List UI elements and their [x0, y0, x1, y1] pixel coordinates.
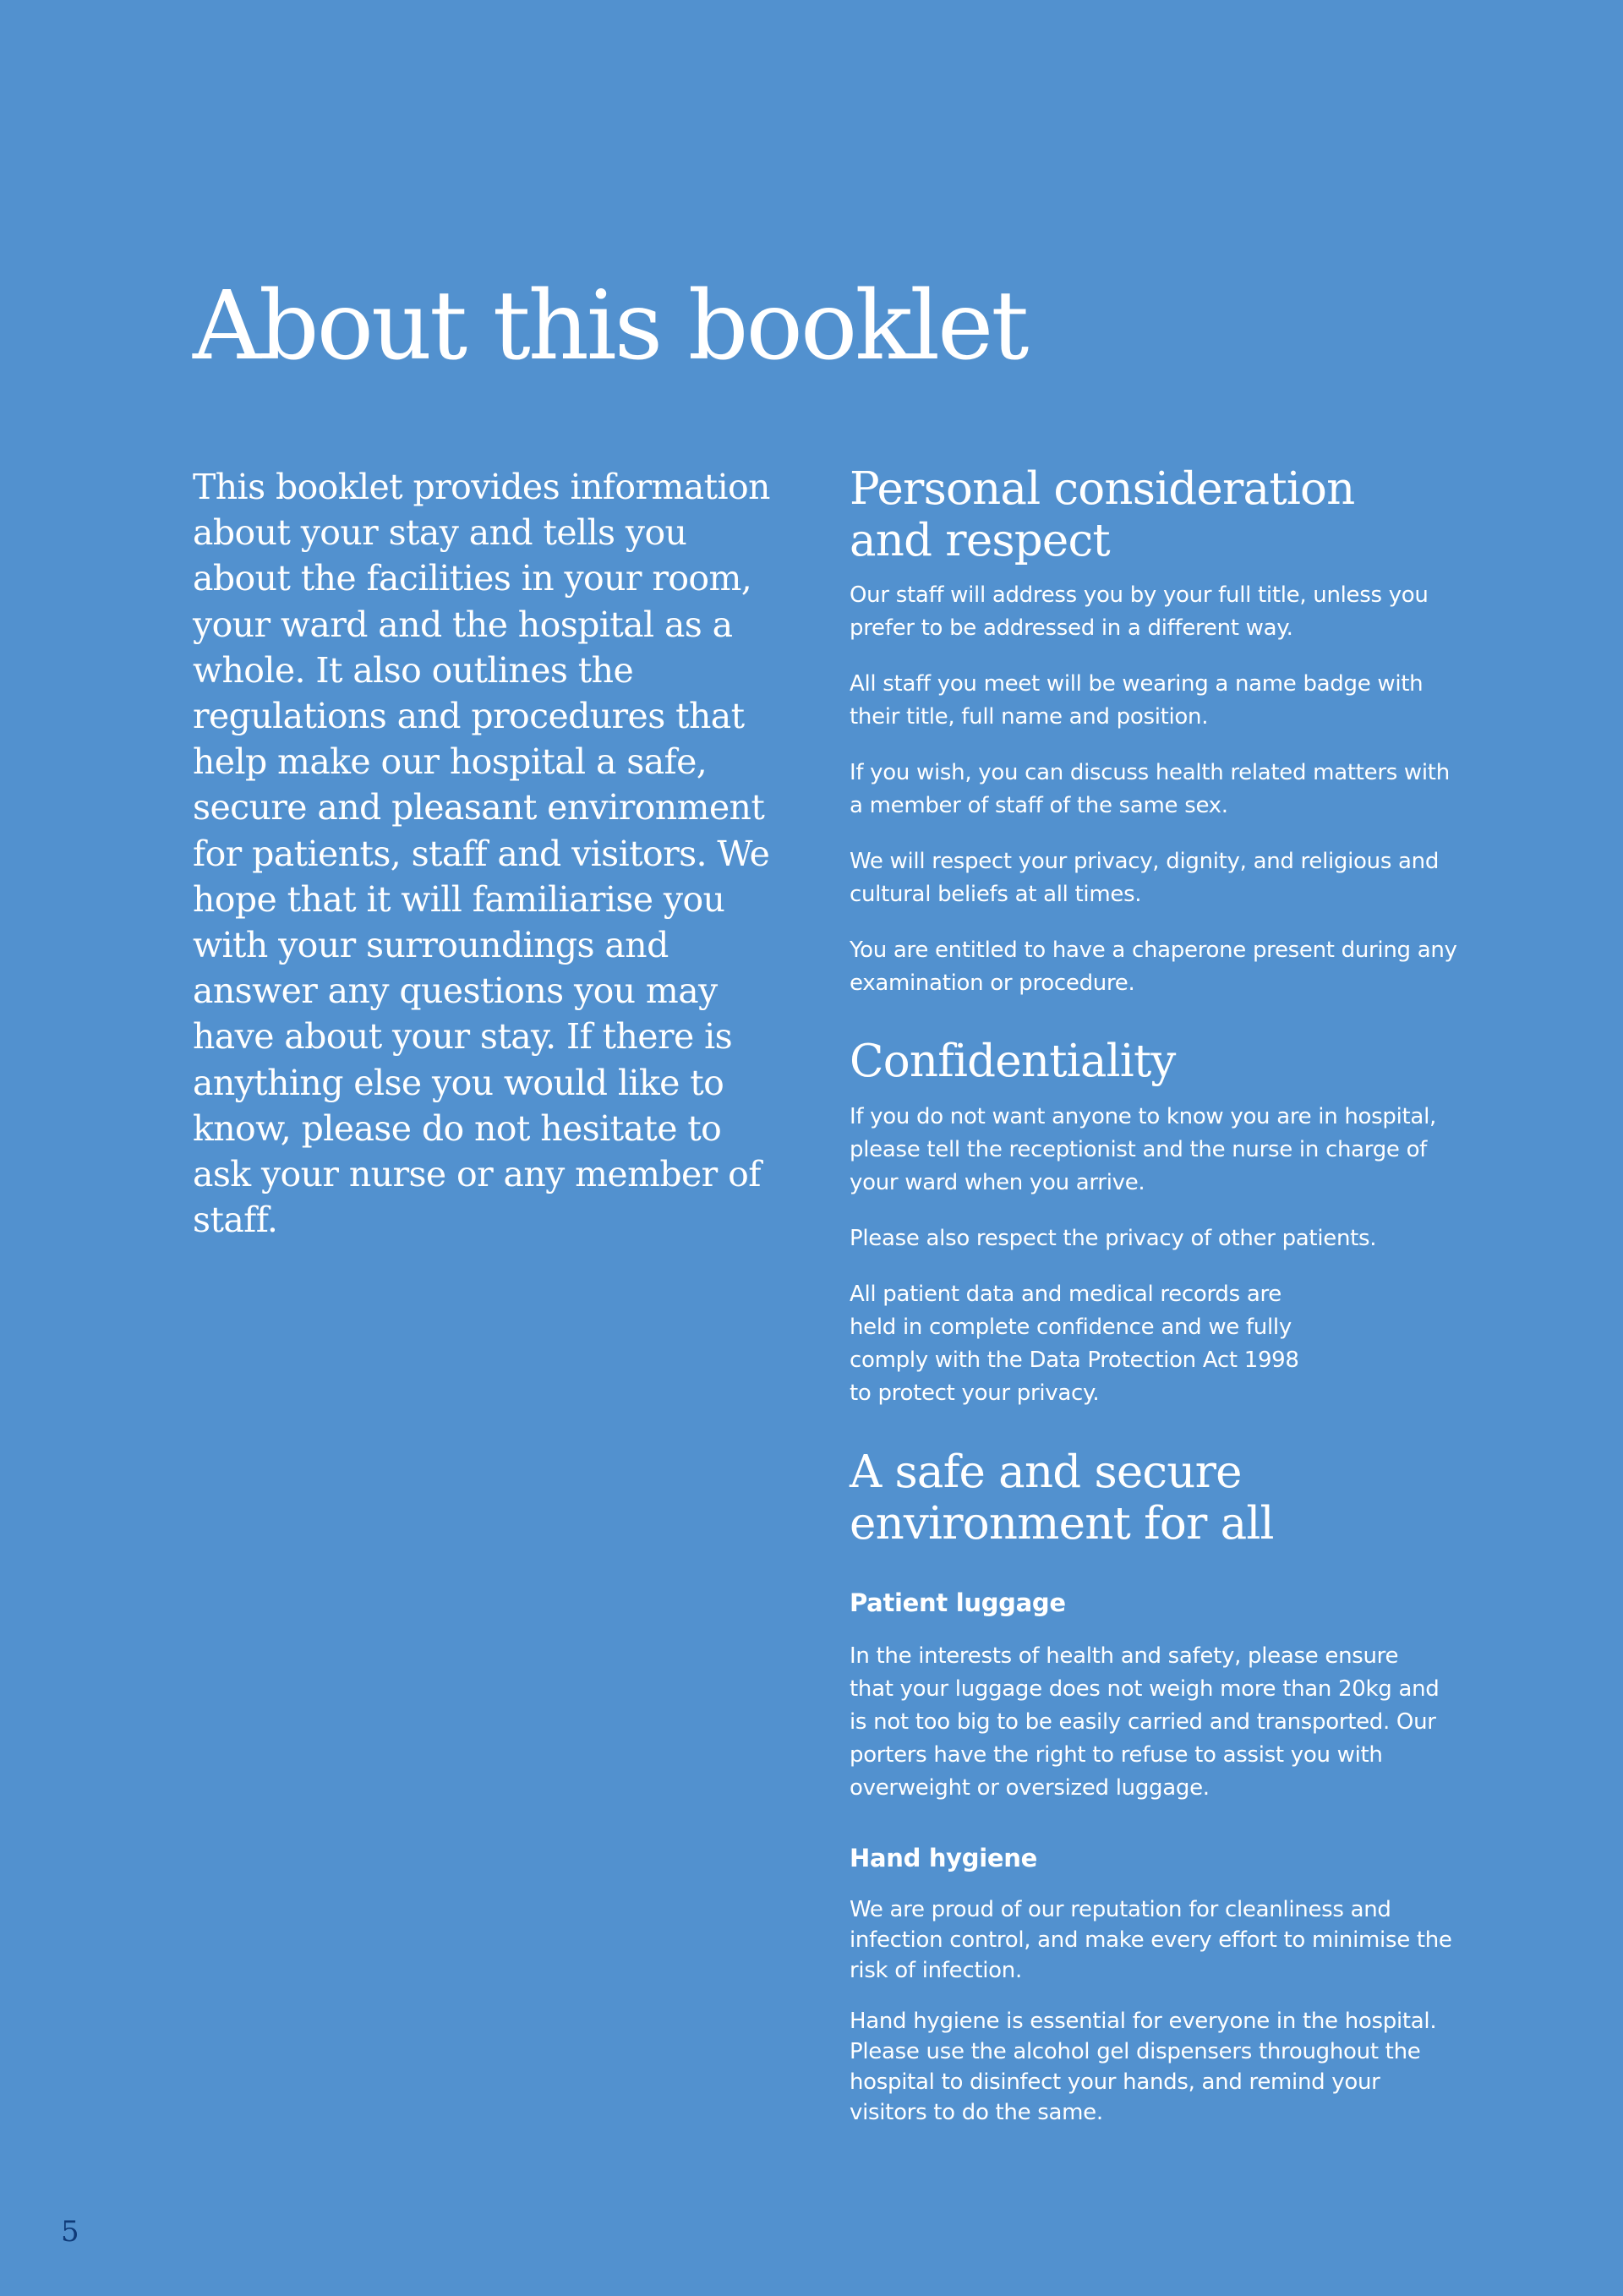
confidentiality-paragraph: Please also respect the privacy of other patients. — [850, 1226, 1377, 1251]
section-heading-confidentiality: Confidentiality — [850, 1036, 1176, 1087]
confidentiality-paragraph: If you do not want anyone to know you are in hospital, please tell the receptionist and the nurse in charge of your ward when you arrive. — [850, 1104, 1436, 1195]
right-column — [850, 463, 1458, 2128]
respect-paragraph: All staff you meet will be wearing a name badge with their title, full name and position. — [850, 671, 1424, 730]
page-number: 5 — [61, 2215, 79, 2249]
hygiene-paragraph: Hand hygiene is essential for everyone in the hospital. Please use the alcohol gel dispensers throughout the hospital to disinfect your hands, and remind your visitors to do the same. — [850, 2009, 1437, 2125]
heading-line: environment for all — [850, 1498, 1274, 1550]
confidentiality-paragraph: All patient data and medical records are held in complete confidence and we fully comply with the Data Protection Act 1998 to protect your privacy. — [850, 1282, 1299, 1406]
intro-paragraph: This booklet provides information about your stay and tells you about the facilities in your room, your ward and the hospital as a whole. It also outlines the regulations and procedures that help make our hospital a safe, secure and pleasant environment for patients, staff and visitors. We hope that it will familiarise you with your surroundings and answer any questions you may have about your stay. If there is anything else you would like to know, please do not hesitate to ask your nurse or any member of staff. — [193, 467, 770, 1241]
subheading-patient-luggage: Patient luggage — [850, 1588, 1066, 1617]
hygiene-paragraph: We are proud of our reputation for cleanliness and infection control, and make every effort to minimise the risk of infection. — [850, 1897, 1452, 1983]
page-title: About this booklet — [193, 271, 1027, 381]
section-heading-respect — [850, 463, 1458, 566]
section-heading-safety — [850, 1446, 1458, 1550]
respect-paragraph: We will respect your privacy, dignity, and religious and cultural beliefs at all times. — [850, 849, 1440, 907]
luggage-paragraph: In the interests of health and safety, please ensure that your luggage does not weigh more than 20kg and is not too big to be easily carried and transported. Our porters have the right to refuse to assist you with overweight or oversized luggage. — [850, 1643, 1440, 1801]
respect-paragraph: Our staff will address you by your full title, unless you prefer to be addressed in a different way. — [850, 582, 1429, 641]
subheading-hand-hygiene: Hand hygiene — [850, 1844, 1037, 1872]
heading-line: A safe and secure — [850, 1446, 1242, 1498]
respect-paragraph: You are entitled to have a chaperone present during any examination or procedure. — [850, 938, 1457, 996]
heading-line: Personal consideration — [850, 463, 1355, 515]
respect-paragraph: If you wish, you can discuss health related matters with a member of staff of the same sex. — [850, 760, 1450, 818]
heading-line: and respect — [850, 515, 1110, 566]
